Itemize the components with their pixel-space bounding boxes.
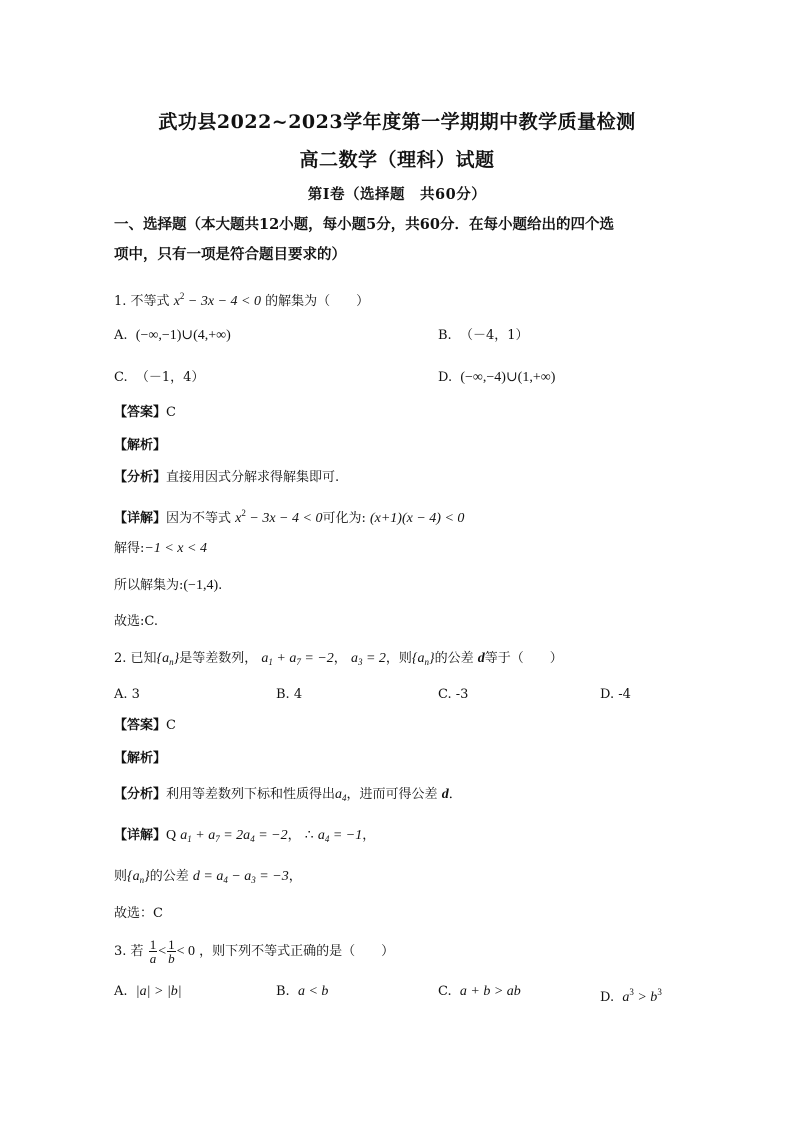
q2-fenxi-text-a: 利用等差数列下标和性质得出 <box>166 787 336 802</box>
question-1-stem <box>114 287 369 311</box>
q2-answer <box>114 717 176 735</box>
q1-option-b-text: （－4，1） <box>459 328 529 343</box>
q2-stem-mid4: 的公差 <box>434 651 474 666</box>
q2-choose: 故选：C <box>114 906 163 921</box>
q1-answer-tag: 【答案】 <box>114 405 167 420</box>
q2-stem-mid3: ，则 <box>385 651 412 666</box>
q2-xiangjie-eq2: $a_4 = -1$ <box>317 828 363 844</box>
q1-fenxi-tag: 【分析】 <box>114 470 167 485</box>
q3-frac-1-over-a: $\frac{1}{a}$ <box>149 937 157 966</box>
section-heading-cont: 项中，只有一项是符合题目要求的） <box>114 246 346 263</box>
q3-option-a-math: |a| > |b| <box>135 984 182 999</box>
q3-option-b-math: a < b <box>297 984 329 999</box>
q3-stem-prefix: 3. 若 <box>114 944 144 959</box>
q2-fenxi-text-b: ，进而可得公差 <box>346 787 438 802</box>
q1-option-d <box>438 369 555 387</box>
q2-stem-suffix: 等于（ ） <box>484 651 563 666</box>
q1-xiangjie-inequality: $x^2 - 3x - 4 < 0$ <box>235 508 323 526</box>
q2-xiangjie-comma: ， <box>287 828 301 843</box>
q2-seq-2: $\{a_n\}$ <box>411 651 435 667</box>
q1-solve-prefix: 解得: <box>114 541 145 556</box>
q3-option-a-label: A. <box>114 984 128 999</box>
q2-option-a: A. 3 <box>114 687 140 702</box>
q2-answer-value: C <box>166 718 176 733</box>
q1-option-a-math: (−∞,−1)∪(4,+∞) <box>135 328 231 343</box>
q1-option-a-label: A. <box>114 328 128 343</box>
q3-option-d <box>600 983 662 1007</box>
q1-factored: (x+1)(x − 4) < 0 <box>369 511 465 526</box>
q1-solution-prefix: 所以解集为: <box>114 578 184 593</box>
q3-option-d-label: D. <box>600 990 615 1005</box>
q1-xiangjie-prefix: 因为不等式 <box>166 511 232 526</box>
q2-then-mid: 的公差 <box>149 869 189 884</box>
q3-option-d-math: $a^3 > b^3$ <box>622 987 662 1005</box>
q2-fenxi-end: ． <box>448 787 462 802</box>
q2-xiangjie-eq1: $a_1 + a_7 = 2a_4 = -2$ <box>180 828 288 844</box>
q2-analysis-tag: 【解析】 <box>114 751 167 766</box>
q3-option-c-math: a + b > ab <box>459 984 521 999</box>
q1-analysis-tag: 【解析】 <box>114 438 167 453</box>
q2-xiangjie-end: ， <box>362 828 376 843</box>
part-title: 第Ⅰ卷（选择题 共60分） <box>307 186 487 203</box>
q1-inequality: $x^2 - 3x - 4 < 0$ <box>173 291 261 309</box>
q2-answer-tag: 【答案】 <box>114 718 167 733</box>
q1-fenxi-text: 直接用因式分解求得解集即可. <box>166 470 340 485</box>
q2-then-seq: $\{a_n\}$ <box>127 869 150 885</box>
q2-stem-mid1: 是等差数列， <box>179 651 258 666</box>
q1-option-b-label: B. <box>438 328 452 343</box>
q2-because-symbol: Q <box>166 828 177 843</box>
q1-option-c-text: （－1，4） <box>135 370 205 385</box>
q1-option-c-label: C. <box>114 370 128 385</box>
q2-then-prefix: 则 <box>114 869 128 884</box>
q1-option-c <box>114 369 204 387</box>
q3-option-c <box>438 983 521 1001</box>
q1-solution-end: . <box>218 578 223 593</box>
q1-xiangjie-mid: 可化为: <box>322 511 366 526</box>
q2-xiangjie-tag: 【详解】 <box>114 828 167 843</box>
q1-solution-set <box>114 577 222 595</box>
q1-option-a <box>114 327 231 345</box>
q3-option-c-label: C. <box>438 984 452 999</box>
q2-then-end: ， <box>288 869 302 884</box>
q3-option-b-label: B. <box>276 984 290 999</box>
exam-title: 武功县2022~2023学年度第一学期期中教学质量检测 <box>158 111 636 133</box>
section-heading: 一、选择题（本大题共12小题，每小题5分，共60分．在每小题给出的四个选 <box>114 216 614 233</box>
q1-stem-prefix: 1. 不等式 <box>114 294 170 309</box>
q2-then <box>114 868 302 889</box>
q2-a4: $a_4$ <box>335 787 347 803</box>
q2-fenxi <box>114 786 462 807</box>
q2-therefore-symbol: ∴ <box>304 828 314 843</box>
q2-stem-mid2: ， <box>333 651 347 666</box>
q3-option-a <box>114 983 182 1001</box>
q1-solve-range: −1 < x < 4 <box>144 541 207 556</box>
q1-fenxi <box>114 469 339 487</box>
question-3-stem: 3. 若 $\frac{1}{a}$ < $\frac{1}{b}$ < 0 ，则下列不等式正确的是（ ） <box>114 937 395 966</box>
exam-subtitle: 高二数学（理科）试题 <box>299 149 495 171</box>
q1-answer <box>114 404 176 422</box>
question-2-stem <box>114 650 563 671</box>
q3-frac-1-over-b: $\frac{1}{b}$ <box>168 937 175 966</box>
q1-option-d-label: D. <box>438 370 453 385</box>
q1-answer-value: C <box>166 405 176 420</box>
q1-solution-value: (−1,4) <box>183 578 219 593</box>
q1-option-b <box>438 327 529 345</box>
q1-choose: 故选:C. <box>114 614 158 629</box>
q2-then-eq: $d = a_4 - a_3 = -3$ <box>192 869 289 885</box>
q3-stem-suffix: ，则下列不等式正确的是（ ） <box>199 944 395 959</box>
q2-fenxi-tag: 【分析】 <box>114 787 167 802</box>
q1-xiangjie-tag: 【详解】 <box>114 511 167 526</box>
q2-option-b: B. 4 <box>276 687 303 702</box>
q2-xiangjie <box>114 827 375 848</box>
q2-option-c: C. -3 <box>438 687 469 702</box>
q1-stem-suffix: 的解集为（ ） <box>265 294 370 309</box>
q3-option-b <box>276 983 328 1001</box>
q1-xiangjie <box>114 504 464 528</box>
q2-option-d: D. -4 <box>600 687 631 702</box>
q2-stem-prefix: 2. 已知 <box>114 651 157 666</box>
q2-d: d <box>477 651 485 666</box>
q2-seq: $\{a_n\}$ <box>156 651 180 667</box>
q2-cond1: $a_1 + a_7 = -2$ <box>261 651 334 667</box>
q1-option-d-math: (−∞,−4)∪(1,+∞) <box>460 370 556 385</box>
q2-cond2: $a_3 = 2$ <box>350 651 386 667</box>
q2-fenxi-d: d <box>441 787 449 802</box>
q1-solve <box>114 540 207 558</box>
